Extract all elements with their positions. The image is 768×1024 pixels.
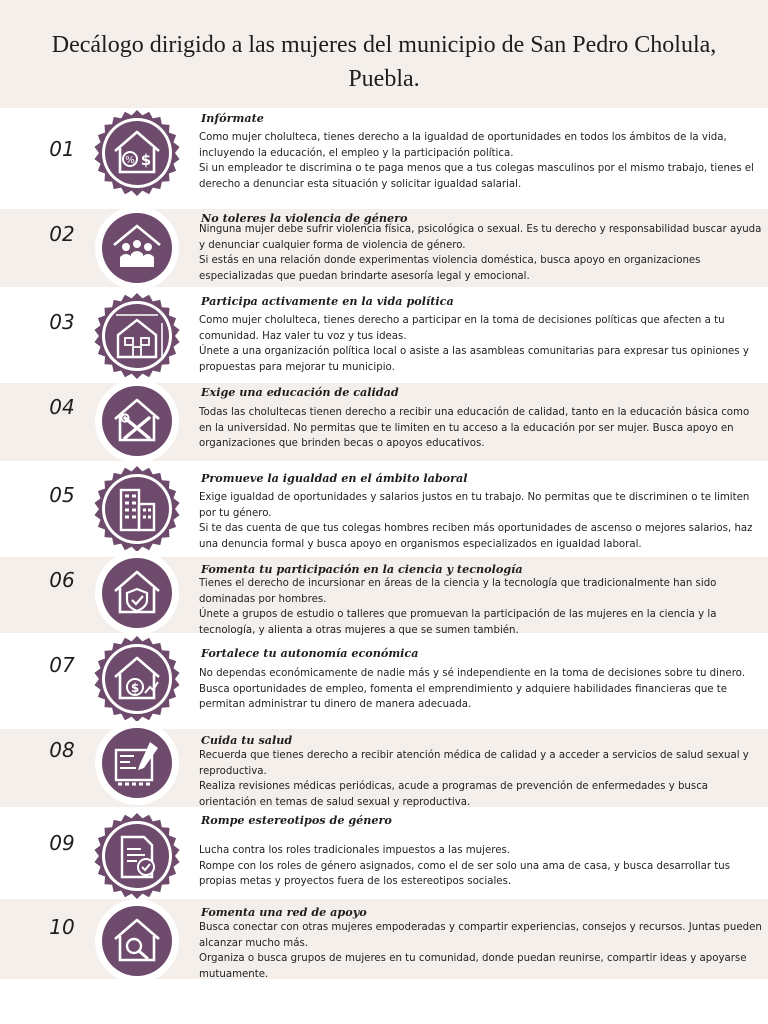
svg-text:$: $ [140, 151, 152, 169]
item-number: 03 [49, 310, 75, 334]
item-paragraph: Busca conectar con otras mujeres empoderadas y compartir experiencias, consejos y recursos. Juntas pueden alcanzar mucho más. [199, 922, 762, 949]
item-title: Cuida tu salud [201, 733, 293, 747]
item-paragraph: Busca oportunidades de empleo, fomenta el emprendimiento y adquiere habilidades financieras que te permitan administrar tu dinero de manera adecuada. [199, 683, 728, 711]
item-paragraph: Únete a grupos de estudio o talleres que promuevan la participación de las mujeres en la ciencia y la tecnología, y alienta a otras mujeres a que se sumen también. [199, 609, 717, 636]
house-growth-dollar-icon [94, 636, 180, 722]
percent-dollar-house-icon [94, 110, 180, 196]
item-paragraph: Si estás en una relación donde experimentas violencia doméstica, busca apoyo en organizaciones especializadas que puedan brindarte asesoría legal y emocional. [199, 255, 701, 282]
svg-text:%: % [125, 155, 135, 166]
item-number: 07 [49, 653, 75, 677]
item-number: 10 [49, 915, 75, 939]
svg-text:$: $ [130, 681, 140, 695]
item-description [199, 490, 765, 552]
item-description [199, 313, 765, 375]
item-paragraph: Realiza revisiones médicas periódicas, acude a programas de prevención de enfermedades y busca orientación en temas de salud sexual y reproductiva. [199, 781, 709, 808]
item-paragraph: Como mujer cholulteca, tienes derecho a participar en la toma de decisiones políticas que afecten a tu comunidad. Haz valer tu voz y tus ideas. [199, 315, 725, 342]
item-paragraph: Si te das cuenta de que tus colegas hombres reciben más oportunidades de ascenso o mejores salarios, haz una denuncia formal y busca apoyo en organismos especializados en igualdad laboral. [199, 523, 753, 550]
buildings-icon [94, 466, 180, 552]
item-number: 08 [49, 738, 75, 762]
item-title: Fomenta tu participación en la ciencia y tecnología [201, 562, 523, 576]
item-title: Fortalece tu autonomía económica [201, 646, 419, 660]
item-title: Participa activamente en la vida política [201, 294, 454, 308]
item-title: Infórmate [201, 111, 264, 125]
item-description [199, 405, 765, 452]
item-paragraph: Únete a una organización política local o asiste a las asambleas comunitarias para expresar tus opiniones y propuestas para mejorar tu municipio. [199, 346, 749, 373]
item-description [199, 748, 765, 810]
item-paragraph: Organiza o busca grupos de mujeres en tu comunidad, donde puedan reunirse, compartir ideas y apoyarse mutuamente. [199, 953, 747, 980]
item-title: Fomenta una red de apoyo [201, 905, 367, 919]
item-description [199, 920, 765, 982]
item-number: 09 [49, 831, 75, 855]
item-title: Rompe estereotipos de género [201, 813, 392, 827]
page-title: Decálogo dirigido a las mujeres del municipio de San Pedro Cholula, Puebla. [51, 32, 717, 92]
item-description [199, 222, 765, 284]
item-number: 05 [49, 483, 75, 507]
item-paragraph: Exige igualdad de oportunidades y salarios justos en tu trabajo. No permitas que te discriminen o te limiten por tu género. [199, 492, 750, 519]
item-paragraph: Ninguna mujer debe sufrir violencia física, psicológica o sexual. Es tu derecho y responsabilidad buscar ayuda y denunciar cualquier forma de violencia de género. [199, 224, 762, 251]
item-description [199, 666, 765, 713]
item-paragraph: Tienes el derecho de incursionar en áreas de la ciencia y la tecnología que tradicionalmente han sido dominadas por hombres. [199, 578, 717, 605]
house-shield-icon [94, 550, 180, 636]
item-title: No toleres la violencia de género [201, 211, 408, 225]
item-paragraph: Como mujer cholulteca, tienes derecho a la igualdad de oportunidades en todos los ámbitos de la vida, incluyendo la educación, el empleo y la participación política. [199, 132, 727, 159]
item-paragraph: Recuerda que tienes derecho a recibir atención médica de calidad y a acceder a servicios de salud sexual y reproductiva. [199, 750, 749, 777]
blueprint-pen-icon [94, 720, 180, 806]
item-description [199, 576, 765, 638]
family-house-icon [94, 205, 180, 291]
item-description [199, 130, 765, 192]
item-paragraph: Si un empleador te discrimina o te paga menos que a tus colegas masculinos por el mismo trabajo, tienes el derecho a denunciar esta situación y solicitar igualdad salarial. [199, 163, 754, 190]
house-dimensions-icon [94, 293, 180, 379]
document-check-icon [94, 813, 180, 899]
item-paragraph: No dependas económicamente de nadie más y sé independiente en la toma de decisiones sobre tu dinero. [199, 668, 745, 679]
item-title: Exige una educación de calidad [201, 385, 399, 399]
item-paragraph: Rompe con los roles de género asignados, como el de ser solo una ama de casa, y busca desarrollar tus propias metas y proyectos fuera de los estereotipos sociales. [199, 860, 731, 888]
house-tools-icon [94, 378, 180, 464]
item-number: 02 [49, 222, 75, 246]
house-search-icon [94, 898, 180, 984]
item-paragraph: Todas las cholultecas tienen derecho a recibir una educación de calidad, tanto en la educación básica como en la universidad. No permitas que te limiten en tu acceso a la educación por ser mujer. Busca apoyo en organizaciones que brinden becas o apoyos educativos. [199, 407, 750, 450]
item-number: 04 [49, 395, 75, 419]
item-title: Promueve la igualdad en el ámbito laboral [201, 471, 468, 485]
item-description [199, 843, 765, 890]
item-number: 01 [49, 137, 75, 161]
item-number: 06 [49, 568, 75, 592]
item-paragraph: Lucha contra los roles tradicionales impuestos a las mujeres. [199, 845, 511, 856]
